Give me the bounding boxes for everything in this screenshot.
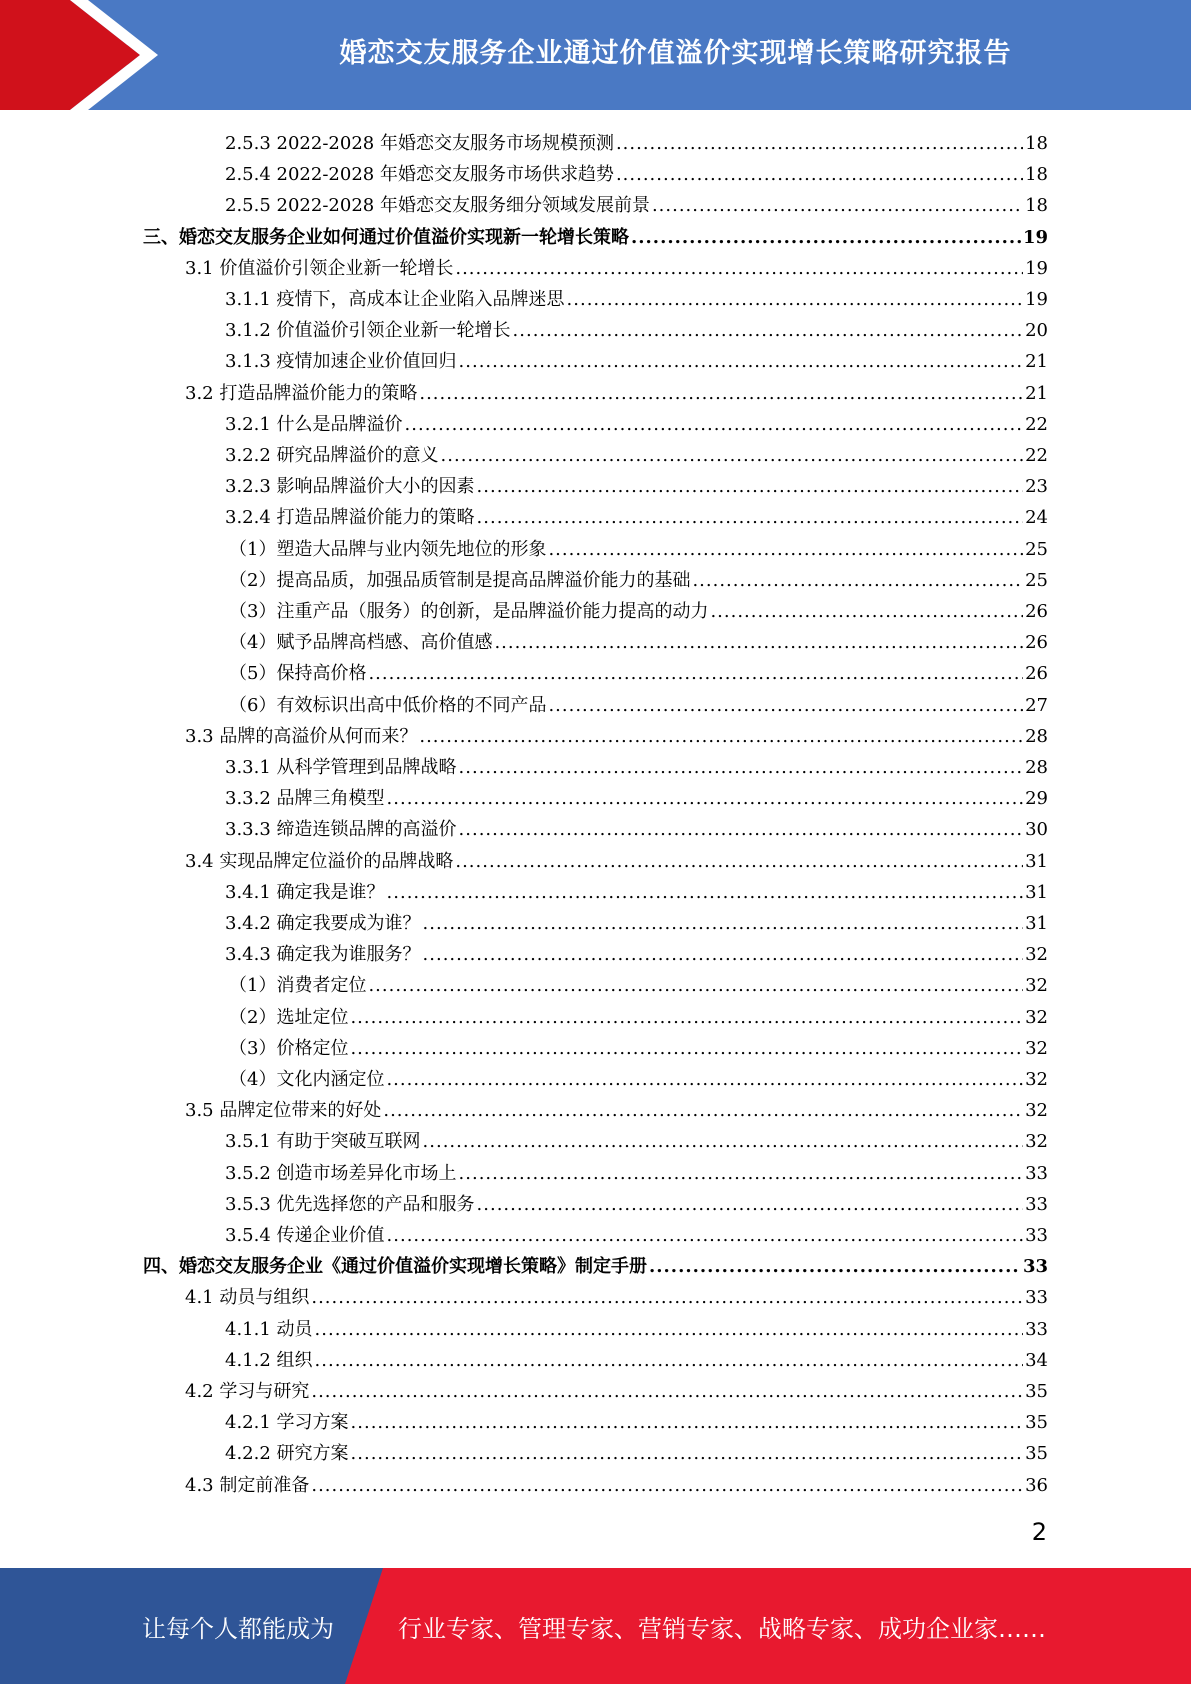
toc-entry-page: 21: [1025, 351, 1048, 373]
toc-entry-page: 25: [1025, 569, 1048, 591]
toc-entry-title: 3.1.1 疫情下，高成本让企业陷入品牌迷思: [225, 289, 565, 310]
toc-dot-leader: [311, 1470, 1023, 1501]
footer-slogan-right: 行业专家、管理专家、营销专家、战略专家、成功企业家……: [398, 1614, 1046, 1643]
toc-dot-leader: [710, 596, 1023, 627]
toc-entry-title: 2.5.5 2022-2028 年婚恋交友服务细分领域发展前景: [225, 195, 650, 217]
toc-dot-leader: [383, 1095, 1023, 1126]
toc-entry-page: 26: [1025, 663, 1048, 685]
toc-dot-leader: [387, 1220, 1024, 1251]
toc-entry[interactable]: [225, 939, 1048, 970]
toc-entry[interactable]: [225, 284, 1048, 315]
toc-entry-page: 19: [1025, 257, 1048, 279]
toc-dot-leader: [548, 534, 1023, 565]
toc-entry-page: 27: [1025, 694, 1048, 716]
toc-entry-page: 35: [1025, 1443, 1048, 1465]
toc-entry[interactable]: [225, 1345, 1048, 1376]
toc-dot-leader: [567, 284, 1024, 315]
toc-entry-title: 3.3.3 缔造连锁品牌的高溢价: [225, 819, 457, 841]
toc-entry[interactable]: [225, 1189, 1048, 1220]
toc-entry-title: 2.5.3 2022-2028 年婚恋交友服务市场规模预测: [225, 133, 614, 154]
toc-entry[interactable]: [229, 534, 1048, 565]
toc-entry[interactable]: [225, 1220, 1048, 1251]
toc-entry[interactable]: [225, 1407, 1048, 1438]
toc-entry-page: 18: [1025, 133, 1048, 154]
toc-dot-leader: [649, 1251, 1021, 1282]
chevron-arrow-icon: [0, 0, 160, 110]
toc-dot-leader: [616, 159, 1023, 190]
toc-dot-leader: [350, 1033, 1023, 1064]
toc-entry[interactable]: [225, 502, 1048, 533]
toc-entry-title: 4.2.1 学习方案: [225, 1412, 349, 1434]
toc-entry-title: 4.3 制定前准备: [185, 1474, 310, 1496]
toc-entry[interactable]: [225, 783, 1048, 814]
toc-entry[interactable]: [225, 814, 1048, 845]
toc-entry-title: 4.1 动员与组织: [185, 1287, 310, 1309]
toc-entry-title: 3.3 品牌的高溢价从何而来？: [185, 725, 418, 747]
footer-slogan-left: 让每个人都能成为: [142, 1614, 334, 1643]
toc-entry-page: 18: [1025, 195, 1048, 217]
toc-entry-title: 4.1.2 组织: [225, 1349, 313, 1371]
toc-dot-leader: [311, 1376, 1023, 1407]
toc-entry-page: 32: [1025, 1069, 1048, 1090]
toc-dot-leader: [423, 1126, 1024, 1157]
toc-entry[interactable]: [185, 253, 1048, 284]
toc-entry[interactable]: [229, 1002, 1048, 1033]
toc-entry-title: 4.1.1 动员: [225, 1318, 313, 1340]
toc-entry-title: 3.2.4 打造品牌溢价能力的策略: [225, 507, 475, 529]
toc-dot-leader: [477, 1189, 1024, 1220]
toc-dot-leader: [455, 253, 1023, 284]
toc-entry[interactable]: [185, 1282, 1048, 1313]
toc-entry-page: 21: [1025, 382, 1048, 404]
toc-entry[interactable]: [225, 159, 1048, 190]
toc-dot-leader: [459, 752, 1024, 783]
toc-entry[interactable]: [225, 1158, 1048, 1189]
toc-dot-leader: [631, 222, 1021, 253]
toc-entry-page: 28: [1025, 757, 1048, 778]
toc-dot-leader: [441, 440, 1024, 471]
toc-entry-title: 3.5.1 有助于突破互联网: [225, 1131, 421, 1153]
toc-entry-page: 32: [1025, 1131, 1048, 1153]
toc-entry-title: 3.5 品牌定位带来的好处: [185, 1100, 382, 1122]
toc-dot-leader: [616, 128, 1023, 159]
toc-entry-title: 3.2 打造品牌溢价能力的策略: [185, 382, 418, 404]
toc-entry-title: 3.4.1 确定我是谁？: [225, 881, 385, 903]
toc-entry[interactable]: [225, 1438, 1048, 1469]
toc-entry[interactable]: [185, 1376, 1048, 1407]
toc-entry-page: 35: [1025, 1381, 1048, 1402]
toc-entry-title: （1）消费者定位: [229, 975, 367, 997]
toc-entry-page: 32: [1025, 944, 1048, 966]
toc-dot-leader: [351, 1438, 1024, 1469]
toc-entry-title: 3.5.4 传递企业价值: [225, 1225, 385, 1246]
toc-entry[interactable]: [225, 752, 1048, 783]
toc-entry[interactable]: [225, 440, 1048, 471]
toc-entry[interactable]: [225, 1126, 1048, 1157]
toc-entry[interactable]: [229, 690, 1048, 721]
toc-entry-page: 33: [1022, 1256, 1048, 1278]
toc-dot-leader: [477, 471, 1024, 502]
toc-entry-title: 3.2.3 影响品牌溢价大小的因素: [225, 476, 475, 498]
toc-entry[interactable]: [185, 846, 1048, 877]
toc-entry-title: 3.5.3 优先选择您的产品和服务: [225, 1193, 475, 1215]
toc-entry-title: （4）文化内涵定位: [229, 1069, 385, 1090]
toc-dot-leader: [368, 658, 1023, 689]
toc-entry-title: 3.1.2 价值溢价引领企业新一轮增长: [225, 320, 511, 342]
toc-entry-page: 30: [1025, 819, 1048, 841]
toc-entry[interactable]: [225, 1314, 1048, 1345]
toc-entry[interactable]: [229, 1033, 1048, 1064]
toc-entry-page: 32: [1025, 1100, 1048, 1122]
toc-dot-leader: [311, 1282, 1023, 1313]
toc-entry-title: 3.1 价值溢价引领企业新一轮增长: [185, 257, 454, 279]
toc-entry[interactable]: [225, 190, 1048, 221]
toc-entry-page: 32: [1025, 1006, 1048, 1028]
toc-entry-title: 3.1.3 疫情加速企业价值回归: [225, 351, 457, 373]
toc-dot-leader: [368, 970, 1023, 1001]
toc-dot-leader: [387, 783, 1024, 814]
toc-entry-title: 4.2.2 研究方案: [225, 1443, 349, 1465]
toc-entry[interactable]: [229, 596, 1048, 627]
toc-entry-title: 2.5.4 2022-2028 年婚恋交友服务市场供求趋势: [225, 164, 614, 186]
toc-entry-page: 23: [1025, 476, 1048, 498]
toc-dot-leader: [423, 939, 1024, 970]
toc-entry-title: （2）选址定位: [229, 1006, 349, 1028]
toc-entry-page: 35: [1025, 1412, 1048, 1434]
toc-entry-page: 22: [1025, 445, 1048, 466]
toc-dot-leader: [513, 315, 1024, 346]
toc-entry-page: 33: [1025, 1162, 1048, 1184]
toc-dot-leader: [459, 1158, 1024, 1189]
toc-entry-title: 3.3.2 品牌三角模型: [225, 788, 385, 810]
toc-dot-leader: [548, 690, 1023, 721]
toc-dot-leader: [494, 627, 1023, 658]
toc-entry-page: 19: [1022, 226, 1048, 248]
toc-entry[interactable]: [225, 128, 1048, 159]
toc-entry[interactable]: [225, 471, 1048, 502]
toc-entry[interactable]: [225, 346, 1048, 377]
toc-dot-leader: [419, 378, 1023, 409]
toc-entry-page: 28: [1025, 725, 1048, 747]
toc-dot-leader: [477, 502, 1024, 533]
toc-entry[interactable]: [225, 908, 1048, 939]
toc-entry-page: 26: [1025, 601, 1048, 622]
toc-entry-title: 4.2 学习与研究: [185, 1381, 310, 1402]
toc-entry-title: （3）注重产品（服务）的创新，是品牌溢价能力提高的动力: [229, 601, 709, 622]
toc-dot-leader: [386, 1064, 1023, 1095]
report-title: 婚恋交友服务企业通过价值溢价实现增长策略研究报告: [339, 37, 1012, 69]
toc-entry-page: 19: [1025, 289, 1048, 310]
toc-entry-page: 33: [1025, 1287, 1048, 1309]
toc-entry-page: 31: [1025, 850, 1048, 872]
toc-dot-leader: [350, 1002, 1023, 1033]
toc-dot-leader: [692, 565, 1023, 596]
toc-entry-page: 18: [1025, 164, 1048, 186]
toc-dot-leader: [315, 1345, 1024, 1376]
toc-dot-leader: [405, 409, 1024, 440]
toc-dot-leader: [351, 1407, 1024, 1438]
toc-chapter-entry[interactable]: [143, 222, 1048, 253]
toc-entry-page: 25: [1025, 538, 1048, 560]
toc-entry-title: 3.3.1 从科学管理到品牌战略: [225, 757, 457, 778]
toc-entry[interactable]: [229, 658, 1048, 689]
toc-entry-title: 四、婚恋交友服务企业《通过价值溢价实现增长策略》制定手册: [143, 1256, 647, 1278]
toc-chapter-entry[interactable]: [143, 1251, 1048, 1282]
toc-dot-leader: [652, 190, 1023, 221]
toc-entry-page: 24: [1025, 507, 1048, 529]
toc-entry-page: 36: [1025, 1474, 1048, 1496]
toc-entry[interactable]: [185, 721, 1048, 752]
toc-entry-page: 33: [1025, 1225, 1048, 1246]
toc-entry-page: 33: [1025, 1193, 1048, 1215]
toc-dot-leader: [455, 846, 1023, 877]
toc-entry[interactable]: [229, 1064, 1048, 1095]
toc-entry-title: 三、婚恋交友服务企业如何通过价值溢价实现新一轮增长策略: [143, 226, 629, 248]
toc-entry-page: 22: [1025, 413, 1048, 435]
toc-entry-title: 3.5.2 创造市场差异化市场上: [225, 1162, 457, 1184]
toc-entry-title: 3.4 实现品牌定位溢价的品牌战略: [185, 850, 454, 872]
toc-entry-page: 20: [1025, 320, 1048, 342]
toc-entry-title: （1）塑造大品牌与业内领先地位的形象: [229, 538, 547, 560]
toc-entry-title: （3）价格定位: [229, 1037, 349, 1059]
toc-entry-page: 33: [1025, 1318, 1048, 1340]
toc-entry-page: 31: [1025, 881, 1048, 903]
toc-entry-title: 3.4.2 确定我要成为谁？: [225, 913, 421, 934]
toc-entry-page: 26: [1025, 632, 1048, 654]
toc-entry[interactable]: [185, 1095, 1048, 1126]
toc-entry-title: （5）保持高价格: [229, 663, 367, 685]
toc-entry[interactable]: [225, 315, 1048, 346]
page-header: [0, 0, 1191, 110]
toc-entry[interactable]: [185, 378, 1048, 409]
toc-dot-leader: [419, 721, 1023, 752]
toc-dot-leader: [423, 908, 1024, 939]
toc-entry-title: 3.2.1 什么是品牌溢价: [225, 413, 403, 435]
toc-entry[interactable]: [225, 877, 1048, 908]
toc-entry-title: （6）有效标识出高中低价格的不同产品: [229, 694, 547, 716]
toc-entry-title: 3.2.2 研究品牌溢价的意义: [225, 445, 439, 466]
toc-entry-page: 34: [1025, 1349, 1048, 1371]
toc-entry-page: 32: [1025, 975, 1048, 997]
toc-entry[interactable]: [185, 1470, 1048, 1501]
toc-dot-leader: [315, 1314, 1024, 1345]
toc-entry-page: 31: [1025, 913, 1048, 934]
toc-dot-leader: [459, 346, 1024, 377]
toc-entry[interactable]: [229, 565, 1048, 596]
toc-dot-leader: [459, 814, 1024, 845]
toc-entry[interactable]: [229, 627, 1048, 658]
toc-entry-title: （4）赋予品牌高档感、高价值感: [229, 632, 493, 654]
page-number: 2: [1031, 1518, 1047, 1546]
toc-entry-page: 29: [1025, 788, 1048, 810]
toc-entry[interactable]: [225, 409, 1048, 440]
page-footer: [0, 1568, 1191, 1684]
toc-entry-title: 3.4.3 确定我为谁服务？: [225, 944, 421, 966]
toc-entry-title: （2）提高品质，加强品质管制是提高品牌溢价能力的基础: [229, 569, 691, 591]
toc-dot-leader: [387, 877, 1024, 908]
toc-entry-page: 32: [1025, 1037, 1048, 1059]
toc-entry[interactable]: [229, 970, 1048, 1001]
